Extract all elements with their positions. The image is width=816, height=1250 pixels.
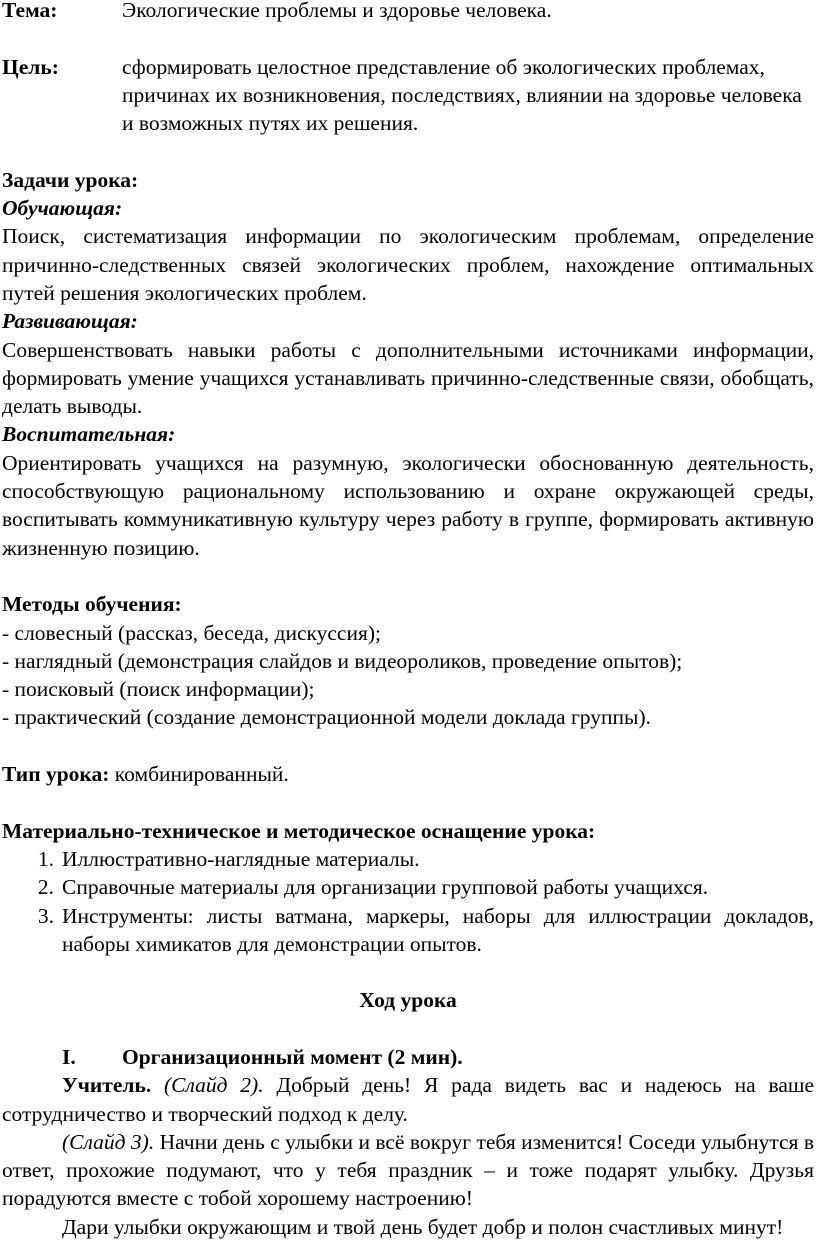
teaching-task-label: Обучающая: — [2, 196, 123, 221]
developing-task-label: Развивающая: — [2, 309, 138, 334]
tasks-heading: Задачи урока: — [2, 167, 139, 192]
methods-item: - наглядный (демонстрация слайдов и видеороликов, проведение опытов); — [2, 648, 683, 673]
equipment-heading: Материально-техническое и методическое оснащение урока: — [2, 818, 596, 843]
lesson-type-text: комбинированный. — [109, 762, 289, 787]
educational-task-text: Ориентировать учащихся на разумную, экологически обоснованную деятельность, способствующую рациональному использованию и охране окружающей среды, воспитывать коммуникативную культуру через работу в группе, формировать активную жизненную позицию. — [2, 450, 814, 560]
paragraph-3 — [2, 1213, 814, 1241]
educational-task-label: Воспитательная: — [2, 422, 176, 447]
lesson-type-label: Тип урока: — [2, 762, 110, 787]
slide-ref: (Слайд 3). — [62, 1129, 155, 1154]
paragraph-text: Дари улыбки окружающим и твой день будет добр и полон счастливых минут! — [62, 1214, 784, 1239]
document-page — [2, 0, 814, 1241]
topic-label: Тема: — [2, 0, 58, 22]
list-item — [2, 873, 814, 901]
list-item-text: Справочные материалы для организации групповой работы учащихся. — [62, 875, 709, 900]
list-item-number: 3. — [37, 903, 54, 928]
goal-label: Цель: — [2, 54, 59, 79]
list-item — [2, 902, 814, 959]
paragraph-text: Добрый день! Я рада видеть вас и надеюсь на ваше сотрудничество и творческий подход к делу. — [2, 1073, 814, 1126]
goal-row — [2, 53, 814, 138]
section-title: Организационный момент (2 мин). — [122, 1044, 463, 1069]
list-item-number: 1. — [37, 846, 54, 871]
paragraph-1 — [2, 1071, 814, 1128]
paragraph-text: Начни день с улыбки и всё вокруг тебя изменится! Соседи улыбнутся в ответ, прохожие подумают, что у тебя праздник – и тоже подарят улыбку. Друзья порадуются вместе с тобой хорошему настроению! — [2, 1129, 814, 1211]
equipment-list — [2, 845, 814, 958]
course-heading: Ход урока — [359, 988, 457, 1013]
methods-item: - словесный (рассказ, беседа, дискуссия); — [2, 620, 382, 645]
paragraph-2 — [2, 1128, 814, 1213]
developing-task-text: Совершенствовать навыки работы с дополнительными источниками информации, формировать умение учащихся устанавливать причинно-следственные связи, обобщать, делать выводы. — [2, 337, 814, 419]
list-item-text: Инструменты: листы ватмана, маркеры, наборы для иллюстрации докладов, наборы химикатов для демонстрации опытов. — [62, 903, 814, 956]
topic-text: Экологические проблемы и здоровье человека. — [122, 0, 552, 22]
list-item — [2, 845, 814, 873]
lesson-type-row — [2, 760, 814, 788]
slide-ref: (Слайд 2). — [151, 1073, 264, 1098]
section-number: I. — [62, 1044, 76, 1069]
section-heading — [2, 1043, 814, 1071]
speaker-label: Учитель. — [62, 1073, 152, 1098]
list-item-number: 2. — [37, 875, 54, 900]
methods-item: - поисковый (поиск информации); — [2, 677, 315, 702]
methods-item: - практический (создание демонстрационной модели доклада группы). — [2, 705, 651, 730]
teaching-task-text: Поиск, систематизация информации по экологическим проблемам, определение причинно-следственных связей экологических проблем, нахождение оптимальных путей решения экологических проблем. — [2, 224, 814, 305]
goal-text: сформировать целостное представление об экологических проблемах, причинах их возникновения, последствиях, влиянии на здоровье человека и возможных путях их решения. — [122, 54, 802, 136]
methods-heading: Методы обучения: — [2, 592, 182, 617]
list-item-text: Иллюстративно-наглядные материалы. — [62, 846, 420, 871]
topic-row — [2, 0, 814, 24]
